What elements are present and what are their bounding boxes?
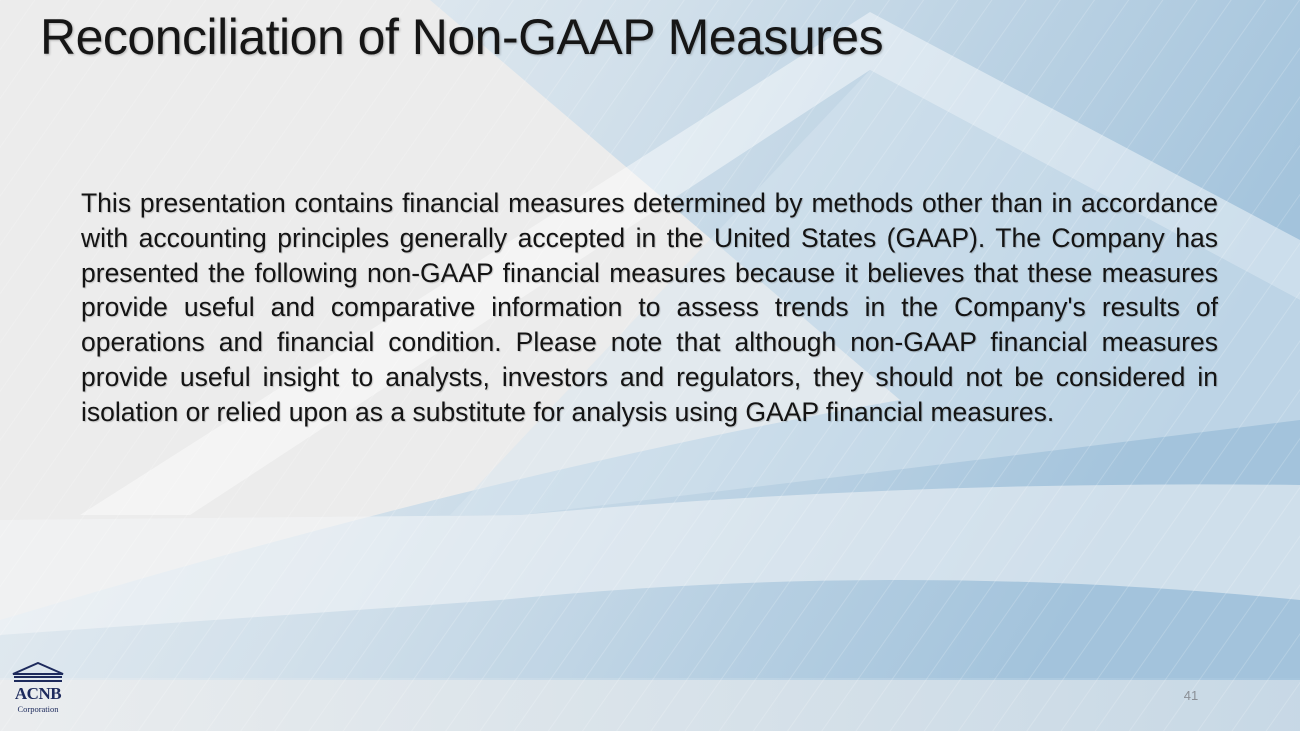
logo-subtitle: Corporation: [17, 704, 59, 714]
page-number: 41: [1183, 688, 1199, 703]
logo-name: ACNB: [14, 684, 62, 703]
acnb-logo: [10, 662, 66, 716]
roof-icon: [10, 662, 66, 686]
slide-title: Reconciliation of Non-GAAP Measures: [40, 9, 884, 65]
body-paragraph: This presentation contains financial measures determined by methods other than in accordance with accounting principles generally accepted in the United States (GAAP). The Company has presented the following non-GAAP financial measures because it believes that these measures provide useful and comparative information to assess trends in the Company's results of operations and financial condition. Please note that although non-GAAP financial measures provide useful insight to analysts, investors and regulators, they should not be considered in isolation or relied upon as a substitute for analysis using GAAP financial measures.: [81, 188, 1218, 427]
